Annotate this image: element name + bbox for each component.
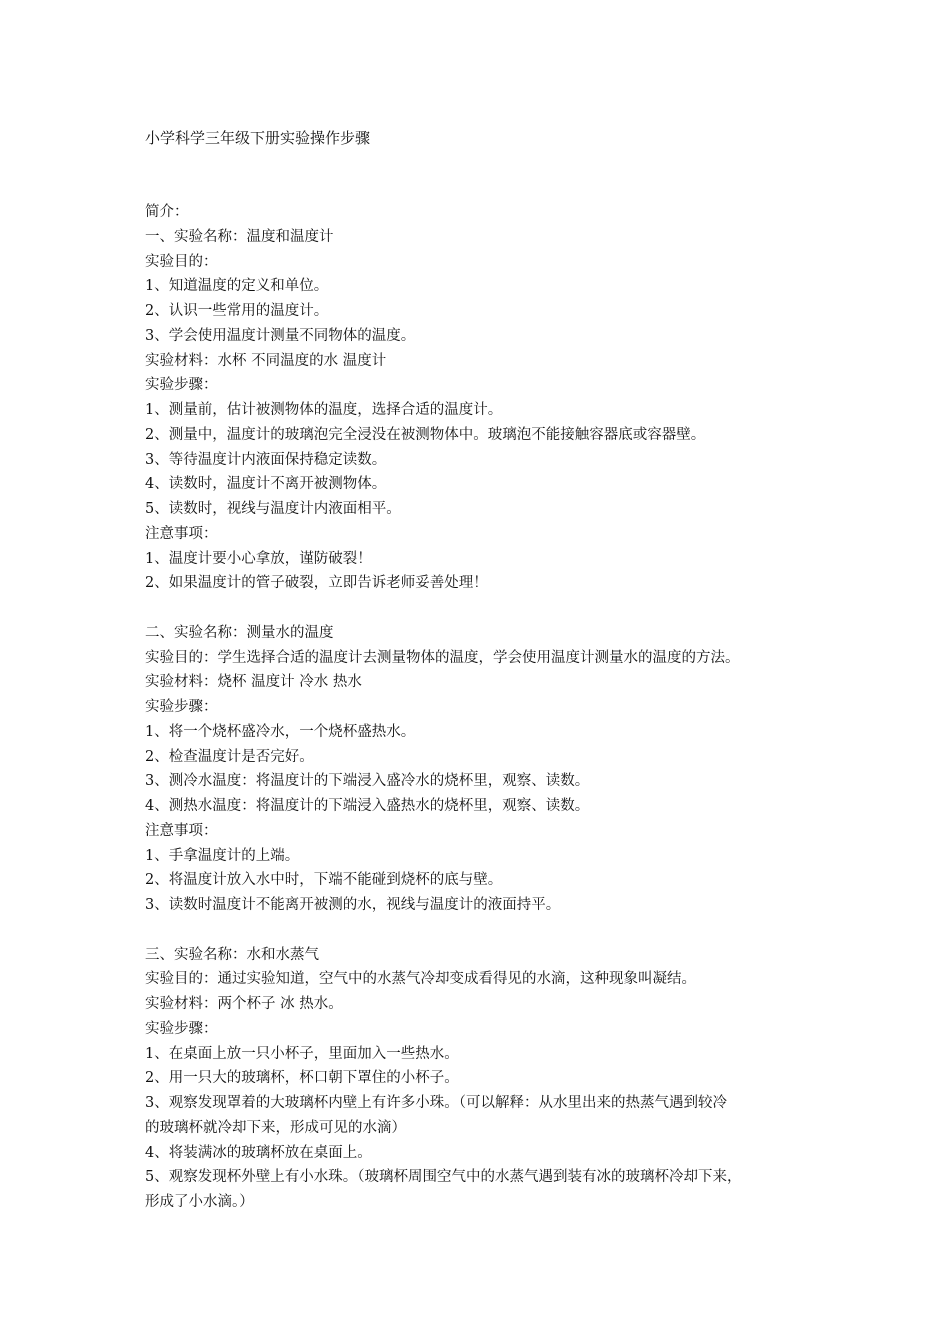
section-spacer	[145, 596, 825, 621]
document-body	[145, 200, 825, 1215]
paragraph-line: 1、温度计要小心拿放，谨防破裂！	[145, 550, 372, 567]
paragraph-line: 实验材料：水杯 不同温度的水 温度计	[145, 352, 387, 369]
section-3-heading: 三、实验名称：水和水蒸气	[145, 946, 319, 963]
paragraph-line: 实验步骤：	[145, 377, 218, 394]
paragraph-line: 1、手拿温度计的上端。	[145, 847, 300, 864]
paragraph-line: 2、将温度计放入水中时，下端不能碰到烧杯的底与壁。	[145, 872, 503, 889]
paragraph-line: 实验目的：	[145, 253, 218, 270]
paragraph-line: 2、用一只大的玻璃杯，杯口朝下罩住的小杯子。	[145, 1070, 459, 1087]
paragraph-line: 5、观察发现杯外壁上有小水珠。（玻璃杯周围空气中的水蒸气遇到装有冰的玻璃杯冷却下来，	[145, 1169, 742, 1186]
paragraph-line: 实验材料：烧杯 温度计 冷水 热水	[145, 674, 362, 691]
section-spacer	[145, 918, 825, 943]
paragraph-line: 3、读数时温度计不能离开被测的水，视线与温度计的液面持平。	[145, 897, 561, 913]
paragraph-line: 2、检查温度计是否完好。	[145, 748, 314, 765]
paragraph-line: 4、测热水温度：将温度计的下端浸入盛热水的烧杯里，观察、读数。	[145, 798, 590, 814]
section-3	[145, 943, 825, 1215]
paragraph-line: 1、将一个烧杯盛冷水，一个烧杯盛热水。	[145, 723, 416, 740]
paragraph-line: 形成了小水滴。）	[145, 1194, 254, 1210]
paragraph-line: 2、测量中，温度计的玻璃泡完全浸没在被测物体中。玻璃泡不能接触容器底或容器壁。	[145, 426, 706, 443]
paragraph-line: 实验材料：两个杯子 冰 热水。	[145, 996, 343, 1012]
section-1	[145, 225, 825, 596]
section-2	[145, 621, 825, 918]
paragraph-line: 注意事项：	[145, 525, 218, 542]
paragraph-line: 4、读数时，温度计不离开被测物体。	[145, 476, 387, 493]
paragraph-line: 3、学会使用温度计测量不同物体的温度。	[145, 327, 416, 344]
paragraph-line: 实验步骤：	[145, 1020, 218, 1037]
paragraph-line: 3、等待温度计内液面保持稳定读数。	[145, 451, 387, 468]
paragraph-line: 1、在桌面上放一只小杯子，里面加入一些热水。	[145, 1045, 459, 1062]
paragraph-line: 3、测冷水温度：将温度计的下端浸入盛冷水的烧杯里，观察、读数。	[145, 773, 590, 790]
paragraph-line: 实验目的：通过实验知道，空气中的水蒸气冷却变成看得见的水滴，这种现象叫凝结。	[145, 971, 696, 988]
paragraph-line: 4、将装满冰的玻璃杯放在桌面上。	[145, 1144, 372, 1161]
paragraph-line: 3、观察发现罩着的大玻璃杯内壁上有许多小珠。（可以解释：从水里出来的热蒸气遇到较冷	[145, 1095, 727, 1111]
paragraph-line: 5、读数时，视线与温度计内液面相平。	[145, 501, 401, 517]
intro-label: 简介：	[145, 204, 189, 220]
paragraph-line: 2、认识一些常用的温度计。	[145, 303, 329, 319]
paragraph-line: 的玻璃杯就冷却下来，形成可见的水滴）	[145, 1119, 406, 1136]
paragraph-line: 实验步骤：	[145, 699, 218, 715]
paragraph-line: 1、知道温度的定义和单位。	[145, 278, 329, 295]
paragraph-line: 1、测量前，估计被测物体的温度，选择合适的温度计。	[145, 402, 503, 418]
paragraph-line: 实验目的：学生选择合适的温度计去测量物体的温度，学会使用温度计测量水的温度的方法。	[145, 649, 740, 666]
section-1-heading: 一、实验名称：温度和温度计	[145, 228, 334, 245]
paragraph-line: 2、如果温度计的管子破裂，立即告诉老师妥善处理！	[145, 575, 488, 592]
paragraph-line: 注意事项：	[145, 822, 218, 839]
section-2-heading: 二、实验名称：测量水的温度	[145, 624, 334, 641]
document-title: 小学科学三年级下册实验操作步骤	[145, 129, 371, 147]
